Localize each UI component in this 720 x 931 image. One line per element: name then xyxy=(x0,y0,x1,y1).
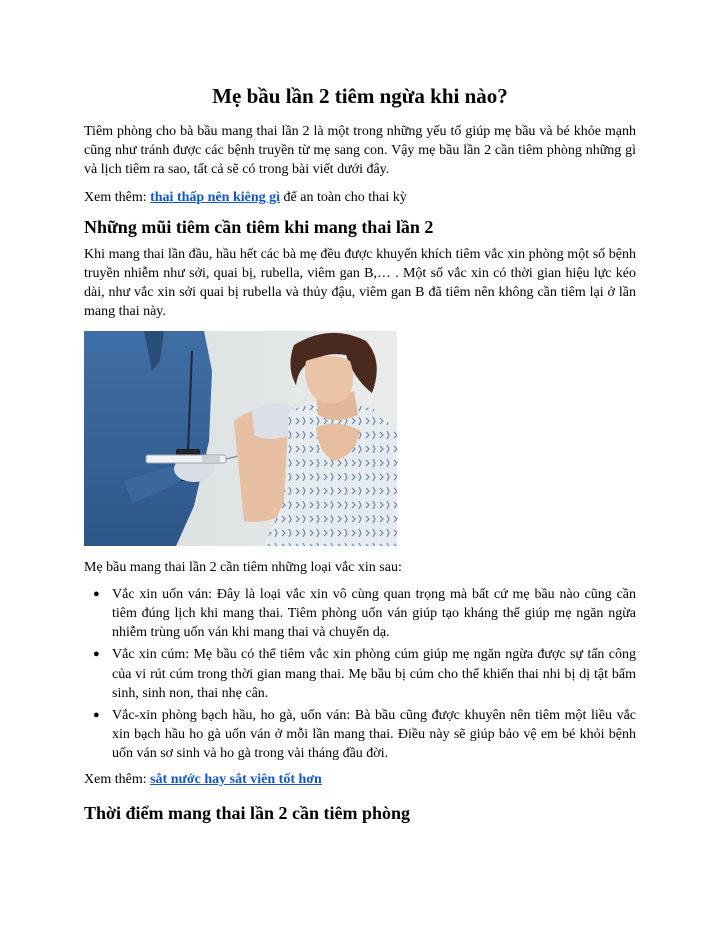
see-more-prefix: Xem thêm: xyxy=(84,189,151,205)
see-more-line-1 xyxy=(84,188,636,207)
section-paragraph-vaccines: Khi mang thai lần đầu, hầu hết các bà mẹ đều được khuyến khích tiêm vắc xin phòng một số bệnh truyền nhiễm như sởi, quai bị, rubella, viêm gan B,… . Một số vắc xin có thời gian hiệu lực kéo dài, như vắc xin sởi quai bị rubella và thủy đậu, viêm gan B đã tiêm nên không cần tiêm lại ở lần mang thai này. xyxy=(84,246,636,320)
bullet-icon: ● xyxy=(93,648,100,661)
page-title: Mẹ bầu lần 2 tiêm ngừa khi nào? xyxy=(212,84,508,108)
related-article-link-1[interactable]: thai thấp nên kiêng gì xyxy=(150,189,281,205)
list-item xyxy=(93,645,636,703)
see-more-prefix: Xem thêm: xyxy=(84,771,151,787)
list-item xyxy=(93,706,636,764)
vaccine-list-intro: Mẹ bầu mang thai lần 2 cần tiêm những loại vắc xin sau: xyxy=(84,559,402,575)
list-item-text: Vắc-xin phòng bạch hầu, ho gà, uốn ván: Bà bầu cũng được khuyên nên tiêm một liều vắc xin bạch hầu ho gà uốn ván ở mỗi lần mang thai. Điều này sẽ giúp bảo vệ em bé khỏi bệnh uốn ván sơ sinh và ho gà trong vài tháng đầu đời. xyxy=(112,708,636,762)
section-heading-timing: Thời điểm mang thai lần 2 cần tiêm phòng xyxy=(84,802,411,823)
see-more-line-2 xyxy=(84,770,636,789)
intro-paragraph: Tiêm phòng cho bà bầu mang thai lần 2 là một trong những yếu tố giúp mẹ bầu và bé khỏe mạnh cũng như tránh được các bệnh truyền từ mẹ sang con. Vậy mẹ bầu lần 2 cần tiêm phòng những gì và lịch tiêm ra sao, tất cả sẽ có trong bài viết dưới đây. xyxy=(84,124,636,178)
list-item xyxy=(93,585,636,643)
vaccination-photo xyxy=(84,331,397,546)
list-item-text: Vắc xin cúm: Mẹ bầu có thể tiêm vắc xin phòng cúm giúp mẹ ngăn ngừa được sự tấn công của vi rút cúm trong thời gian mang thai. Mẹ bầu bị cúm cho thể khiến thai nhi bị dị tật bẩm sinh, sinh non, thai nhẹ cân. xyxy=(112,647,636,701)
bullet-icon: ● xyxy=(93,709,100,722)
list-item-text: Vắc xin uốn ván: Đây là loại vắc xin vô cùng quan trọng mà bất cứ mẹ bầu nào cũng cần tiêm đúng lịch khi mang thai. Tiêm phòng uốn ván giúp tạo kháng thể giúp mẹ ngăn ngừa nhiễm trùng uốn ván khi mang thai và chuyển dạ. xyxy=(112,586,636,641)
section-heading-vaccines: Những mũi tiêm cần tiêm khi mang thai lần 2 xyxy=(84,216,434,237)
vaccine-list xyxy=(84,585,636,764)
related-article-link-2[interactable]: sắt nước hay sắt viên tốt hơn xyxy=(150,771,322,787)
bullet-icon: ● xyxy=(93,587,100,600)
see-more-suffix: để an toàn cho thai kỳ xyxy=(280,189,407,205)
document-page xyxy=(84,82,636,825)
